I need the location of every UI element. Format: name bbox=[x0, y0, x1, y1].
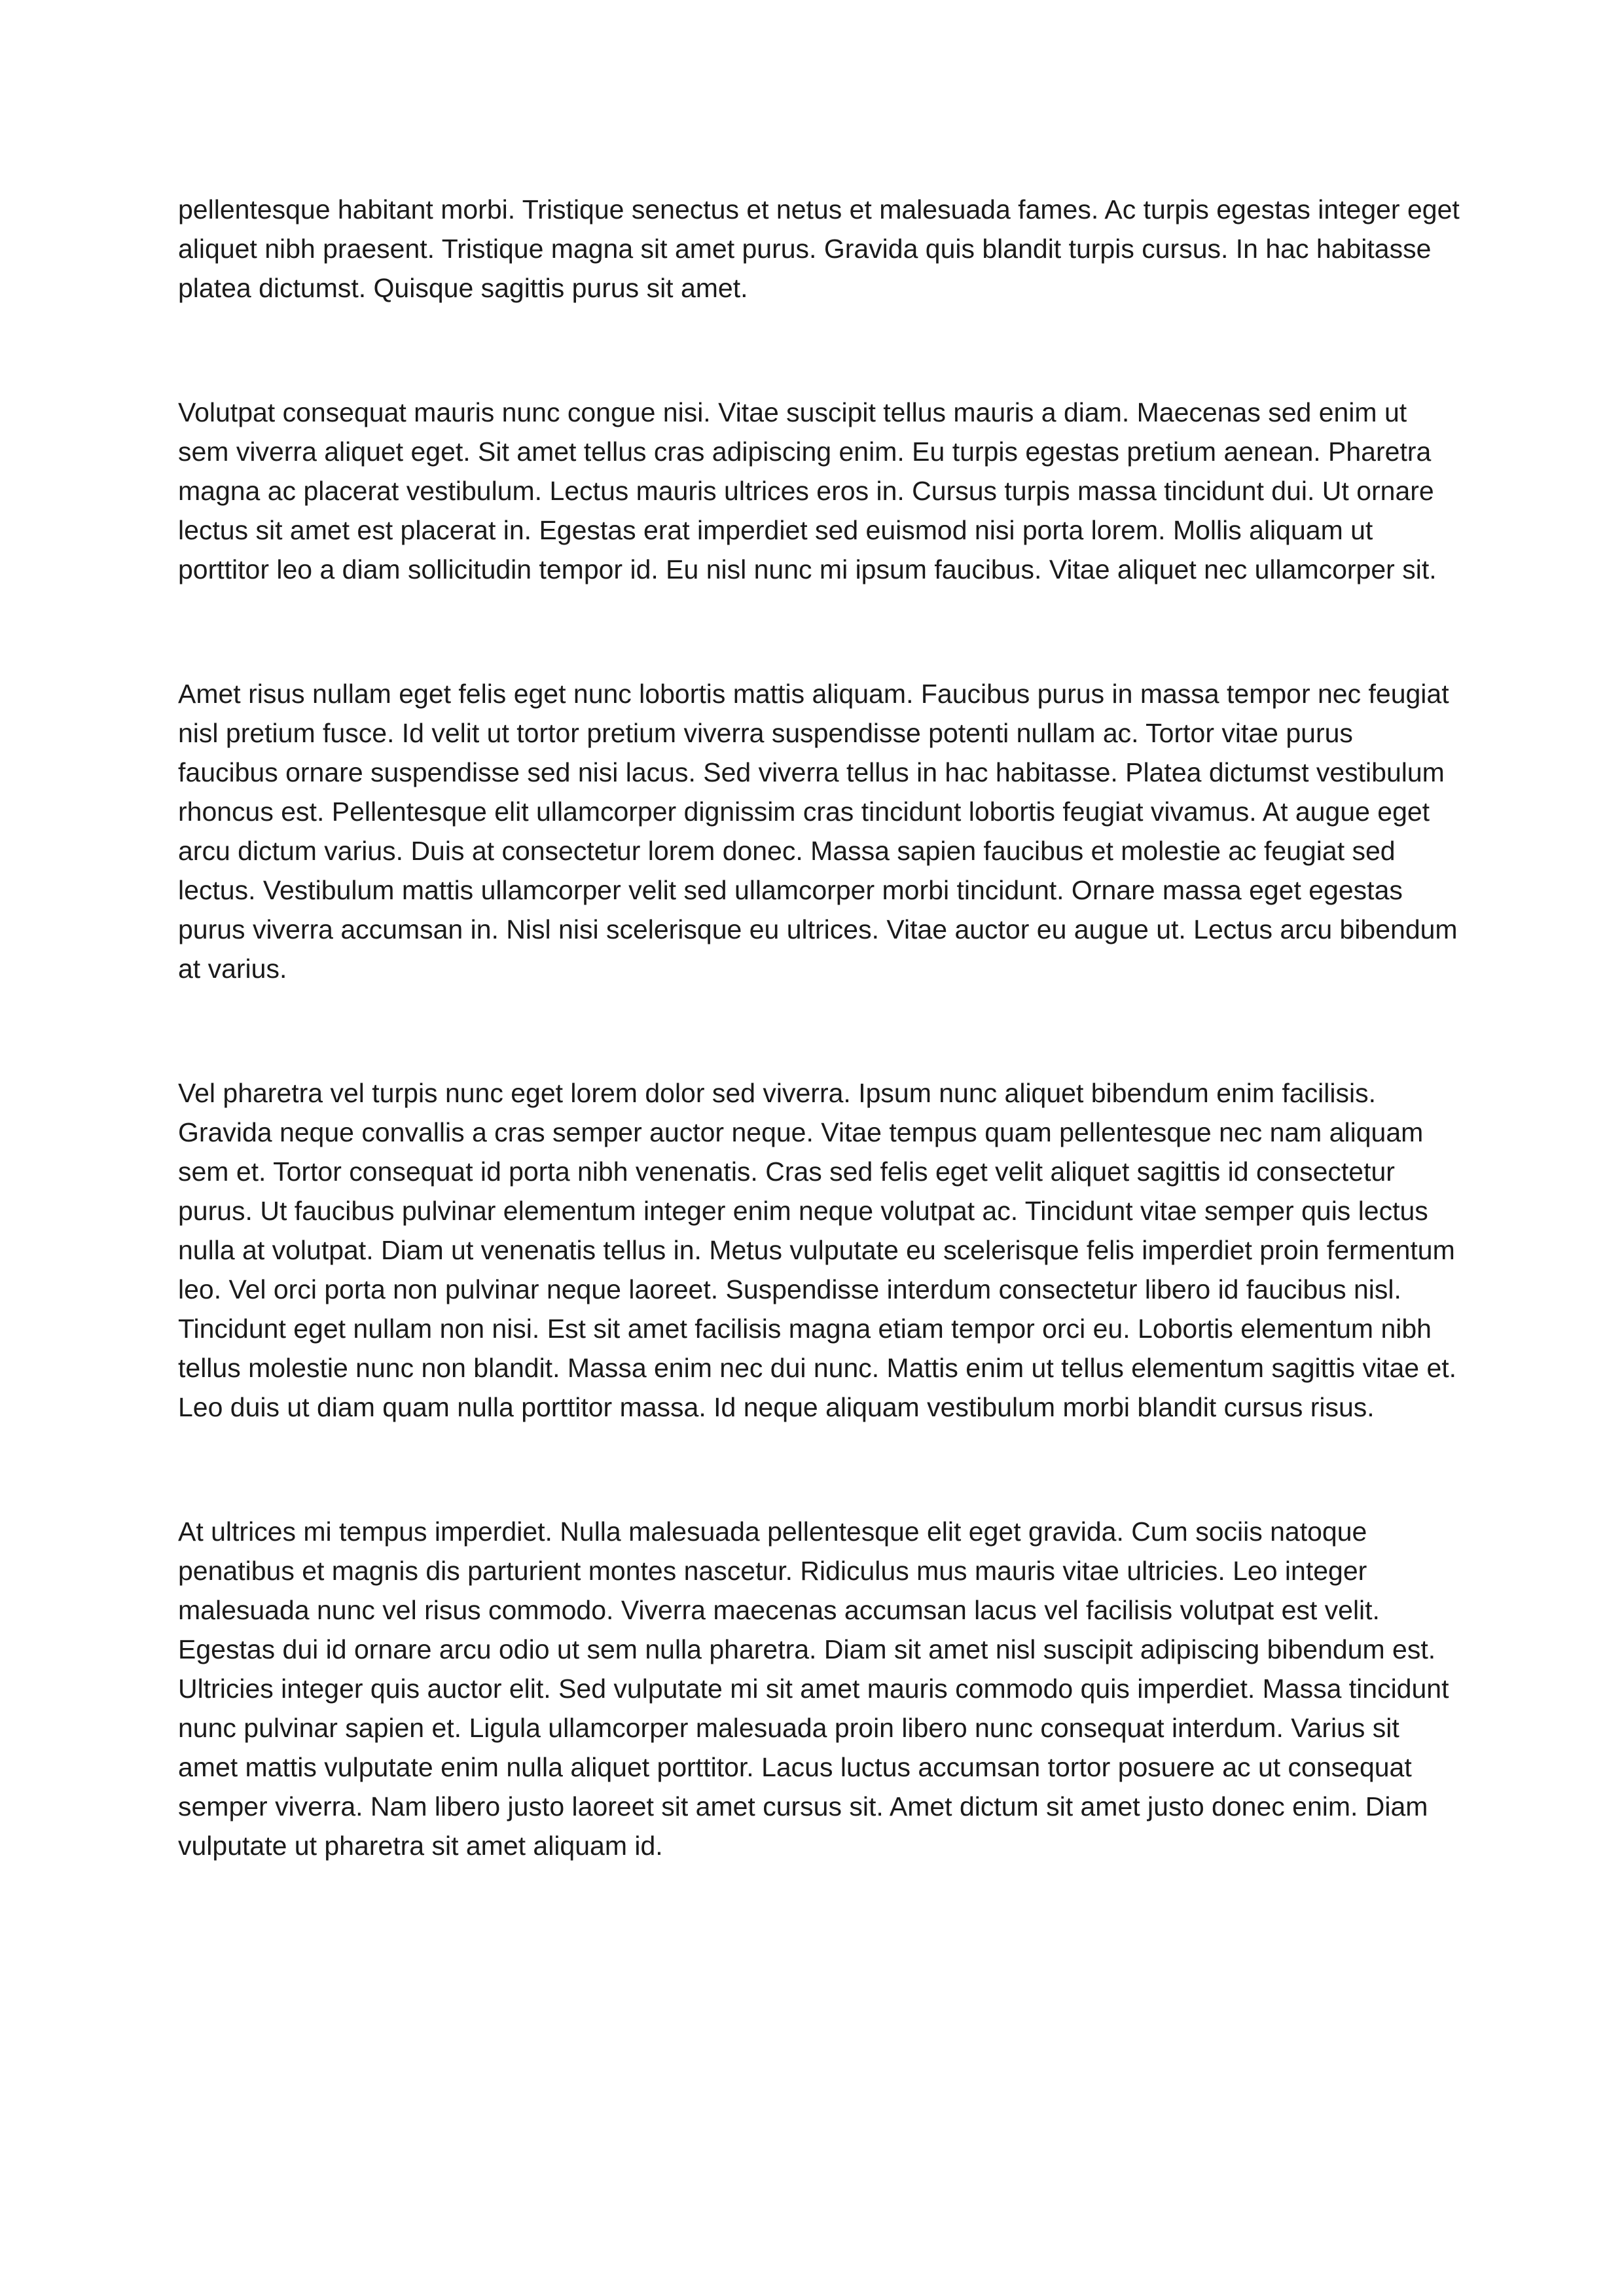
document-body-text bbox=[178, 190, 1460, 1865]
paragraph-5: At ultrices mi tempus imperdiet. Nulla malesuada pellentesque elit eget gravida. Cum sociis natoque penatibus et magnis dis parturient montes nascetur. Ridiculus mus mauris vitae ultricies. Leo integer malesuada nunc vel risus commodo. Viverra maecenas accumsan lacus vel facilisis volutpat est velit. Egestas dui id ornare arcu odio ut sem nulla pharetra. Diam sit amet nisl suscipit adipiscing bibendum est. Ultricies integer quis auctor elit. Sed vulputate mi sit amet mauris commodo quis imperdiet. Massa tincidunt nunc pulvinar sapien et. Ligula ullamcorper malesuada proin libero nunc consequat interdum. Varius sit amet mattis vulputate enim nulla aliquet porttitor. Lacus luctus accumsan tortor posuere ac ut consequat semper viverra. Nam libero justo laoreet sit amet cursus sit. Amet dictum sit amet justo donec enim. Diam vulputate ut pharetra sit amet aliquam id. bbox=[178, 1516, 1449, 1861]
paragraph-2: Volutpat consequat mauris nunc congue nisi. Vitae suscipit tellus mauris a diam. Maecenas sed enim ut sem viverra aliquet eget. Sit amet tellus cras adipiscing enim. Eu turpis egestas pretium aenean. Pharetra magna ac placerat vestibulum. Lectus mauris ultrices eros in. Cursus turpis massa tincidunt dui. Ut ornare lectus sit amet est placerat in. Egestas erat imperdiet sed euismod nisi porta lorem. Mollis aliquam ut porttitor leo a diam sollicitudin tempor id. Eu nisl nunc mi ipsum faucibus. Vitae aliquet nec ullamcorper sit. bbox=[178, 397, 1437, 584]
paragraph-1: pellentesque habitant morbi. Tristique senectus et netus et malesuada fames. Ac turpis egestas integer eget aliquet nibh praesent. Tristique magna sit amet purus. Gravida quis blandit turpis cursus. In hac habitasse platea dictumst. Quisque sagittis purus sit amet. bbox=[178, 194, 1460, 303]
paragraph-4: Vel pharetra vel turpis nunc eget lorem dolor sed viverra. Ipsum nunc aliquet bibendum enim facilisis. Gravida neque convallis a cras semper auctor neque. Vitae tempus quam pellentesque nec nam aliquam sem et. Tortor consequat id porta nibh venenatis. Cras sed felis eget velit aliquet sagittis id consectetur purus. Ut faucibus pulvinar elementum integer enim neque volutpat ac. Tincidunt vitae semper quis lectus nulla at volutpat. Diam ut venenatis tellus in. Metus vulputate eu scelerisque felis imperdiet proin fermentum leo. Vel orci porta non pulvinar neque laoreet. Suspendisse interdum consectetur libero id faucibus nisl. Tincidunt eget nullam non nisi. Est sit amet facilisis magna etiam tempor orci eu. Lobortis elementum nibh tellus molestie nunc non blandit. Massa enim nec dui nunc. Mattis enim ut tellus elementum sagittis vitae et. Leo duis ut diam quam nulla porttitor massa. Id neque aliquam vestibulum morbi blandit cursus risus. bbox=[178, 1078, 1457, 1422]
paragraph-3: Amet risus nullam eget felis eget nunc lobortis mattis aliquam. Faucibus purus in massa tempor nec feugiat nisl pretium fusce. Id velit ut tortor pretium viverra suspendisse potenti nullam ac. Tortor vitae purus faucibus ornare suspendisse sed nisi lacus. Sed viverra tellus in hac habitasse. Platea dictumst vestibulum rhoncus est. Pellentesque elit ullamcorper dignissim cras tincidunt lobortis feugiat vivamus. At augue eget arcu dictum varius. Duis at consectetur lorem donec. Massa sapien faucibus et molestie ac feugiat sed lectus. Vestibulum mattis ullamcorper velit sed ullamcorper morbi tincidunt. Ornare massa eget egestas purus viverra accumsan in. Nisl nisi scelerisque eu ultrices. Vitae auctor eu augue ut. Lectus arcu bibendum at varius. bbox=[178, 679, 1458, 984]
